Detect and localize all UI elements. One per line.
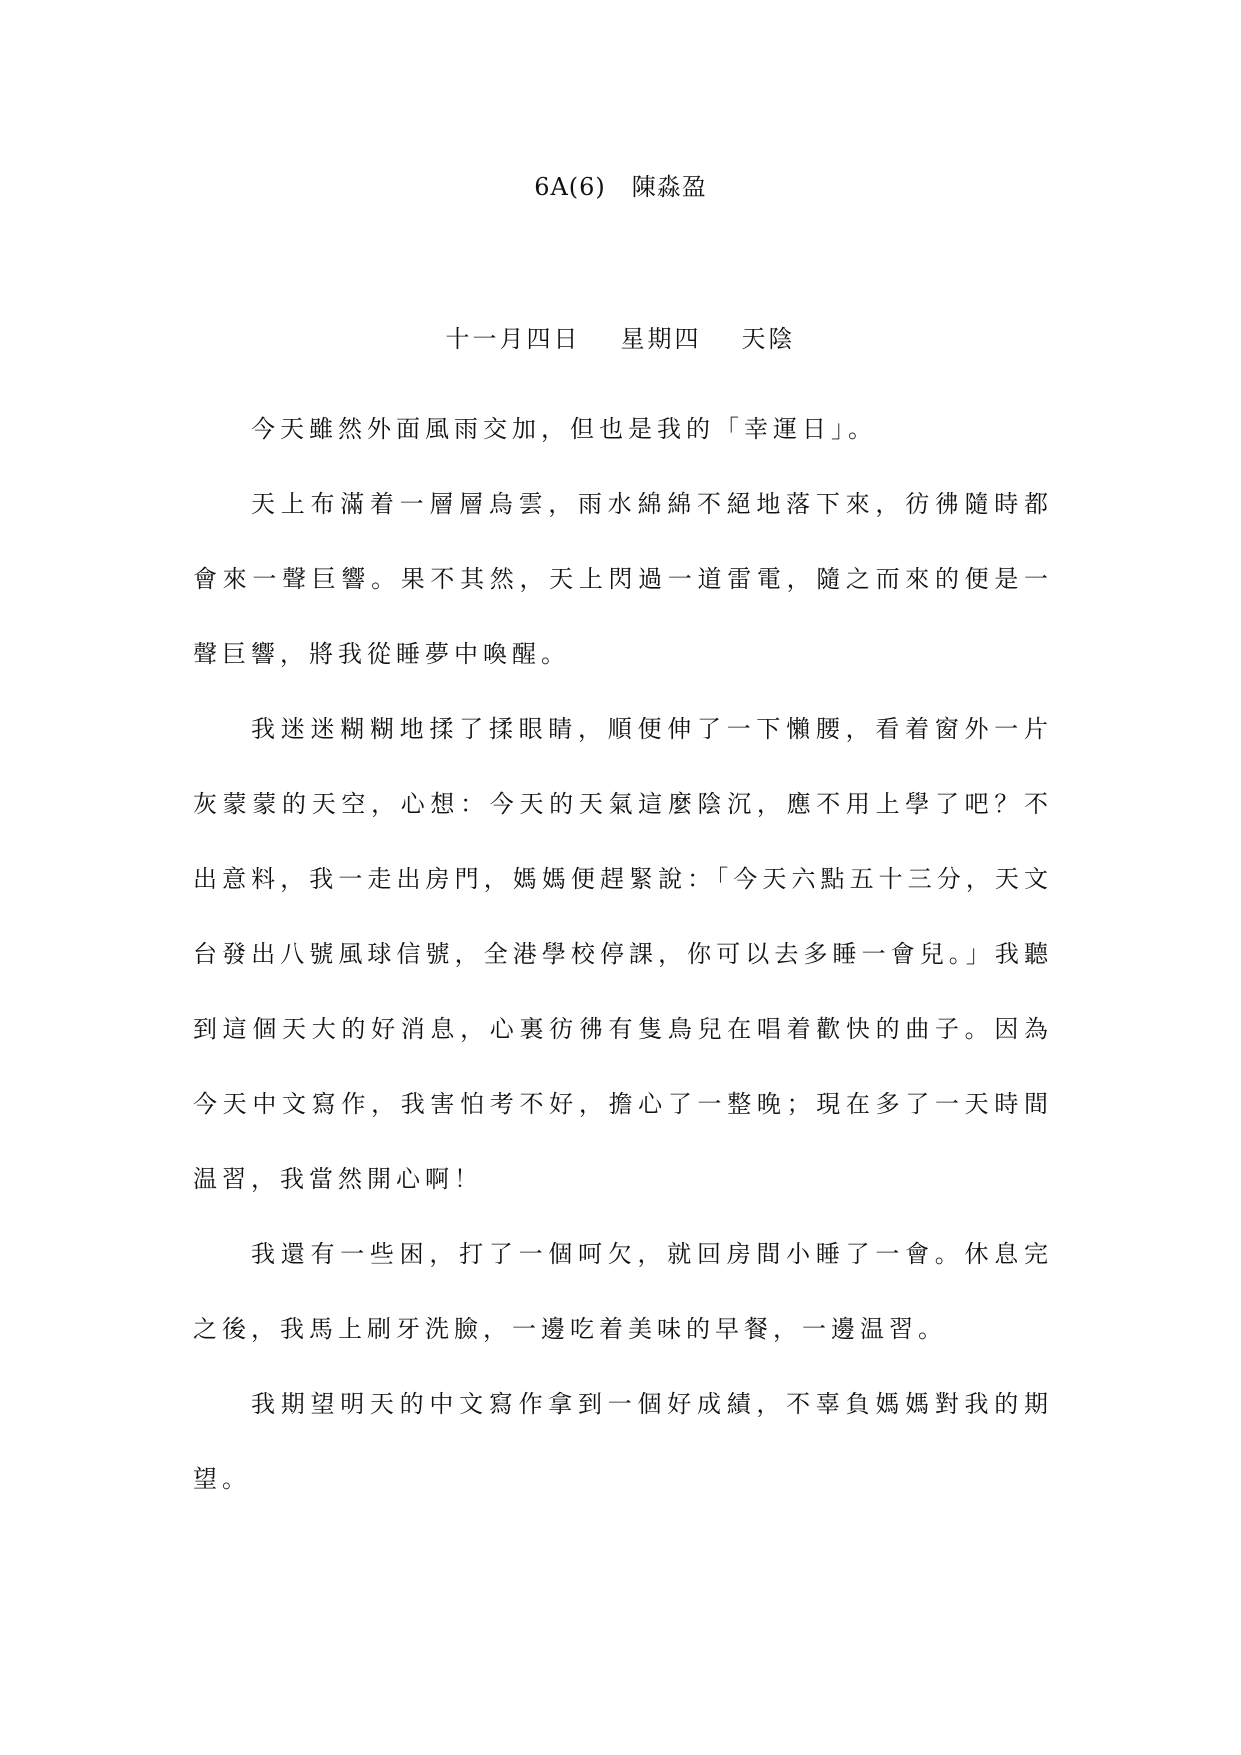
paragraph-5: 我期望明天的中文寫作拿到一個好成績，不辜負媽媽對我的期望。 bbox=[193, 1390, 1053, 1493]
entry-date: 十一月四日 bbox=[445, 325, 581, 353]
paragraph-1: 今天雖然外面風雨交加，但也是我的「幸運日」。 bbox=[251, 415, 877, 443]
paragraph-4: 我還有一些困，打了一個呵欠，就回房間小睡了一會。休息完之後，我馬上刷牙洗臉，一邊吃着美味的早餐，一邊温習。 bbox=[193, 1240, 1053, 1343]
class-label: 6A(6) bbox=[534, 173, 606, 201]
diary-body bbox=[193, 392, 1053, 1517]
entry-weather: 天陰 bbox=[741, 325, 796, 353]
entry-weekday: 星期四 bbox=[620, 325, 702, 353]
paragraph-2: 天上布滿着一層層烏雲，雨水綿綿不絕地落下來，彷彿隨時都會來一聲巨響。果不其然，天上閃過一道雷電，隨之而來的便是一聲巨響，將我從睡夢中喚醒。 bbox=[193, 490, 1053, 668]
author-header bbox=[0, 170, 1241, 204]
author-name: 陳淼盈 bbox=[631, 173, 707, 201]
paragraph-3: 我迷迷糊糊地揉了揉眼睛，順便伸了一下懶腰，看着窗外一片灰蒙蒙的天空，心想：今天的天氣這麼陰沉，應不用上學了吧？不出意料，我一走出房門，媽媽便趕緊說：「今天六點五十三分，天文台發出八號風球信號，全港學校停課，你可以去多睡一會兒。」我聽到這個天大的好消息，心裏彷彿有隻鳥兒在唱着歡快的曲子。因為今天中文寫作，我害怕考不好，擔心了一整晚；現在多了一天時間温習，我當然開心啊！ bbox=[193, 715, 1053, 1193]
diary-date-line bbox=[0, 322, 1241, 356]
